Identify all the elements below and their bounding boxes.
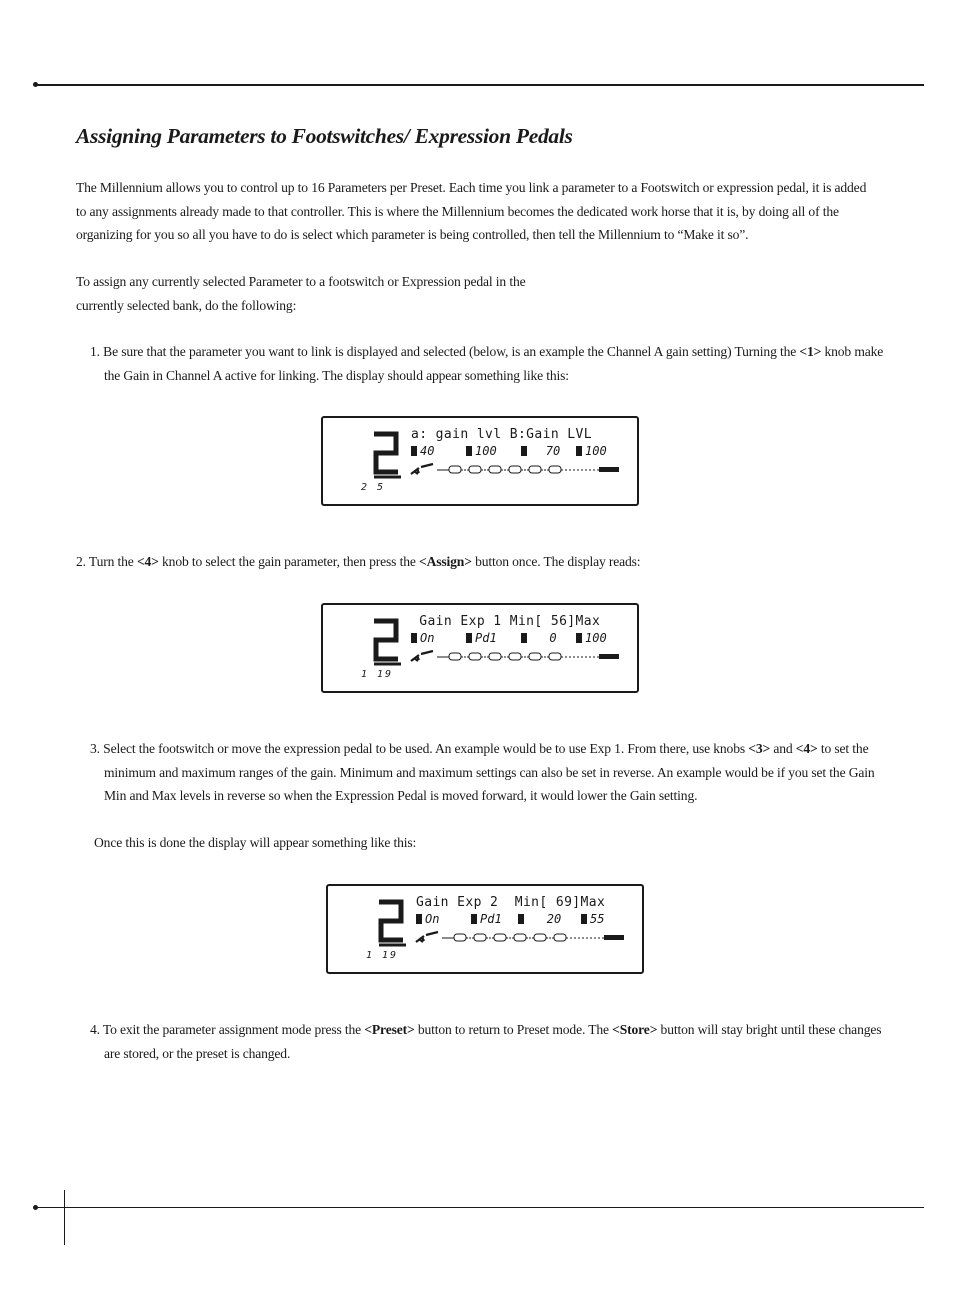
step-number: 3. [90,741,100,756]
lcd-row-2 [411,631,607,645]
assign-instructions [76,270,876,317]
lcd-bank-number: 1 19 [361,669,394,680]
lcd-big-digit [374,894,408,948]
knob-key: <4> [136,554,159,569]
lcd-value: Pd1 [480,912,502,926]
lcd-big-digit [369,426,403,480]
button-key: <Preset> [364,1022,415,1037]
lcd-row-1: a: gain lvl B:Gain LVL [411,427,592,442]
step-number: 4. [90,1022,100,1037]
lcd-big-digit [369,613,403,667]
step-text: Be sure that the parameter you want to link is displayed and selected (below, is an example the Channel A gain setting) Turning the [103,344,797,359]
step-number: 2. [76,554,86,569]
lcd-value: Pd1 [475,631,497,645]
lcd-value: 100 [475,444,497,458]
lcd-value: On [425,912,440,926]
top-rule [36,84,924,86]
button-key: <Store> [612,1022,658,1037]
lcd-display-2 [321,603,639,693]
intro-paragraph: The Millennium allows you to control up to 16 Parameters per Preset. Each time you link a parameter to a Footswitch or expression pedal, it is added to any assignments already made to that controller. This is where the Millennium becomes the dedicated work horse that it is, by doing all of the organizing for you so all you have to do is select which parameter is being controlled, then tell the Millennium to “Make it so”. [76,180,867,242]
lcd-row-1: Gain Exp 1 Min[ 56]Max [411,614,601,629]
step-2 [76,550,866,574]
knob-key: <4> [795,741,818,756]
step-text: to set the minimum and maximum ranges of the gain. Minimum and maximum settings can also be set in reverse. An example would be if you set the Gain Min and Max levels in reverse so when the Expression Pedal is moved forward, it would lower the Gain setting. [104,741,875,803]
step-text: button to return to Preset mode. The [417,1022,609,1037]
bottom-margin-line [64,1190,65,1245]
lcd-bank-number: 2 5 [361,482,386,493]
step-text: and [773,741,793,756]
once-done-text: Once this is done the display will appear something like this: [94,835,417,850]
lcd-value: 40 [420,444,435,458]
knob-key: <1> [799,344,822,359]
assign-line-1: To assign any currently selected Parameter to a footswitch or Expression pedal in the [76,274,526,289]
lcd-row-1: Gain Exp 2 Min[ 69]Max [416,895,606,910]
lcd-value: 100 [585,631,607,645]
page-title: Assigning Parameters to Footswitches/ Expression Pedals [76,124,573,148]
guitar-chain-icon [409,458,635,478]
lcd-value: 100 [585,444,607,458]
lcd-value: 0 [549,631,557,645]
step-text: knob to select the gain parameter, then press the [162,554,416,569]
step-3 [90,737,894,808]
guitar-chain-icon [409,645,635,665]
step-text: button once. The display reads: [475,554,641,569]
lcd-display-3 [326,884,644,974]
bottom-rule [36,1207,924,1208]
lcd-value: On [420,631,435,645]
button-key: <Assign> [418,554,472,569]
step-number: 1. [90,344,100,359]
step-1 [90,340,894,387]
lcd-value: 20 [546,912,562,926]
lcd-value: 55 [590,912,605,926]
assign-line-2: currently selected bank, do the following: [76,297,297,313]
guitar-chain-icon [414,926,640,946]
knob-key: <3> [748,741,771,756]
step-text: Turn the [88,554,134,569]
step-4 [90,1018,894,1065]
lcd-row-2 [411,444,607,458]
step-text: Select the footswitch or move the expression pedal to be used. An example would be to use Exp 1. From there, use knobs [103,741,745,756]
lcd-display-1 [321,416,639,506]
step-text: button will stay bright until these changes are stored, or the preset is changed. [104,1022,882,1061]
step-text: To exit the parameter assignment mode press the [102,1022,362,1037]
lcd-value: 70 [545,444,561,458]
lcd-row-2 [416,912,604,926]
step-text: knob make the Gain in Channel A active for linking. The display should appear something like this: [104,344,884,383]
lcd-bank-number: 1 19 [366,950,399,961]
